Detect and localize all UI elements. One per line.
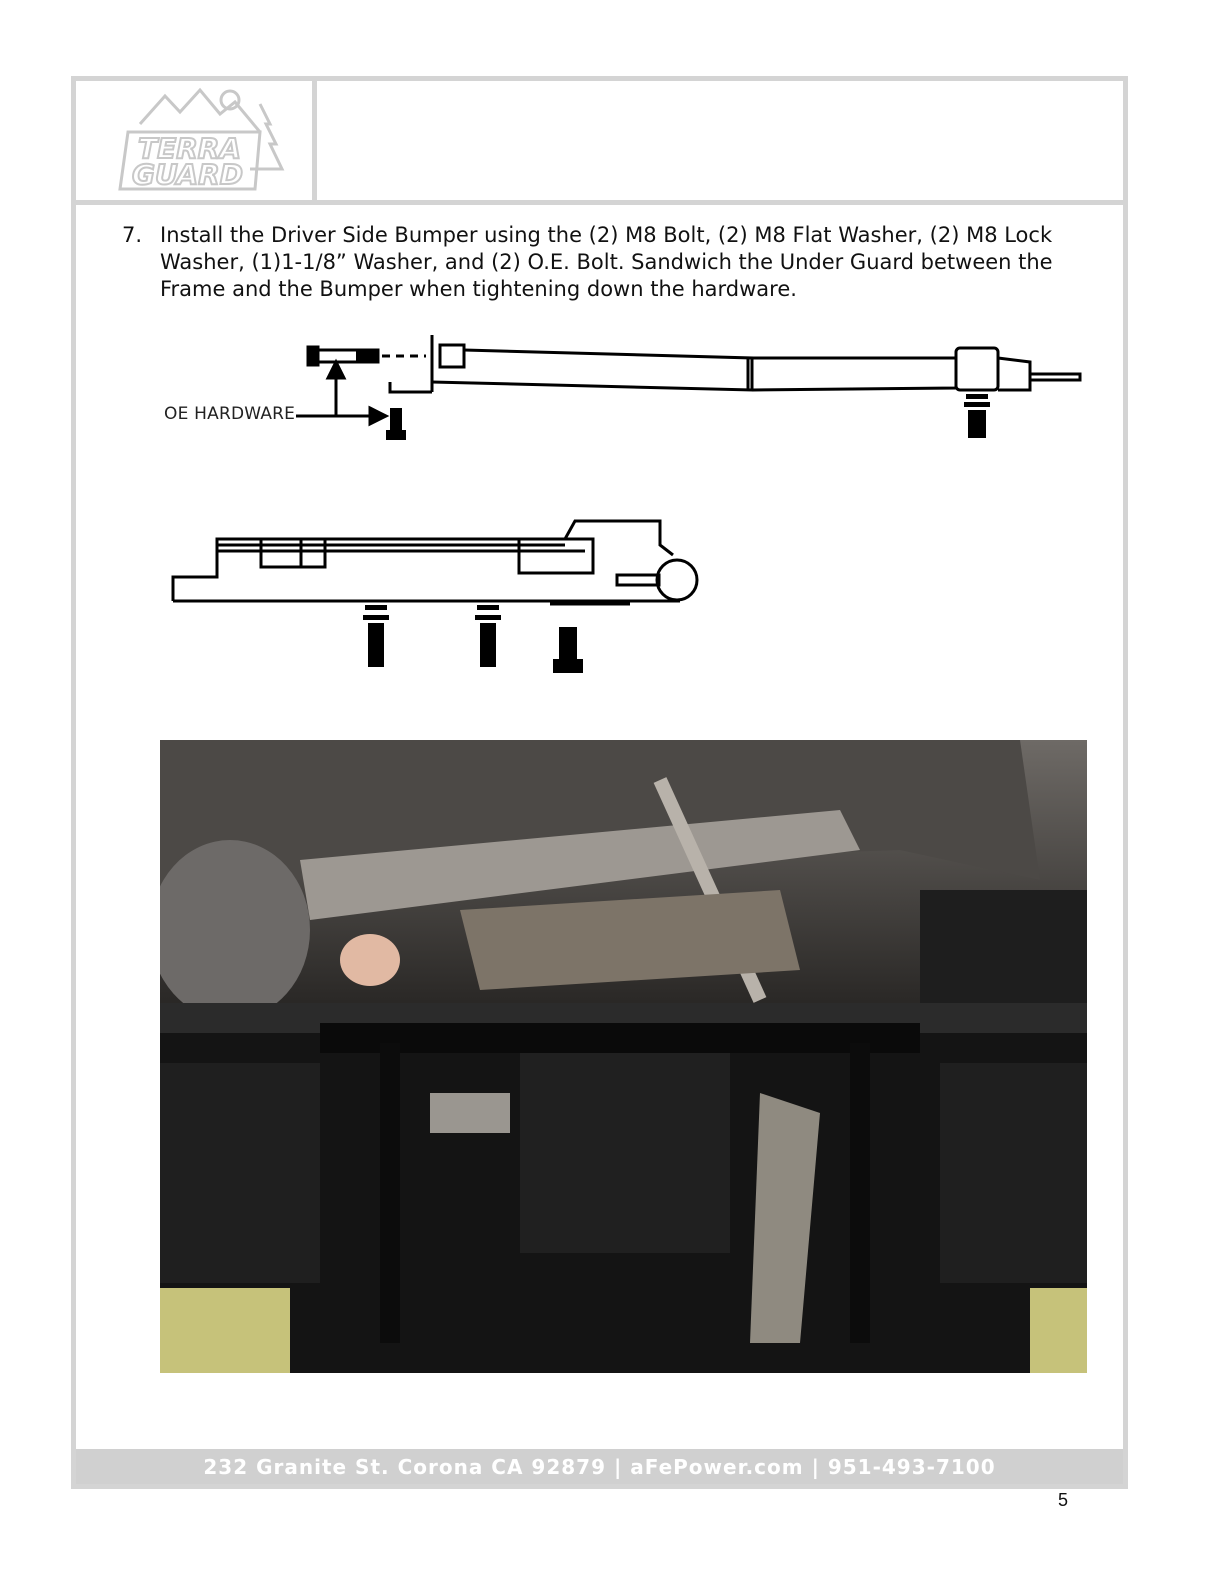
terra-guard-logo	[110, 84, 285, 199]
page-number: 5	[1058, 1490, 1069, 1510]
step-number: 7.	[122, 223, 143, 247]
instruction-step	[122, 222, 1062, 303]
footer-bar	[76, 1449, 1123, 1484]
logo-text-line1: TERRA	[138, 132, 242, 165]
step-text: Install the Driver Side Bumper using the (2) M8 Bolt, (2) M8 Flat Washer, (2) M8 Lock Washer, (1)1-1/8” Washer, and (2) O.E. Bolt. Sandwich the Under Guard between the Frame and the Bumper when tightening down the hardware.	[160, 223, 1053, 301]
oe-hardware-label: OE HARDWARE	[164, 404, 296, 424]
footer-contact-text: 232 Granite St. Corona CA 92879 | aFePower.com | 951-493-7100	[203, 1454, 996, 1479]
bumper-side-diagram	[160, 330, 1090, 450]
bolt-washer-stack-icon	[964, 394, 990, 438]
header-column-divider	[312, 76, 317, 205]
logo-text-line2: GUARD	[132, 158, 243, 191]
bumper-top-diagram	[165, 515, 710, 680]
underbody-installed-photo	[160, 1003, 1087, 1373]
oe-bolt-icon	[386, 408, 406, 440]
header-divider	[71, 200, 1128, 205]
install-photo-technician	[160, 740, 1087, 1003]
